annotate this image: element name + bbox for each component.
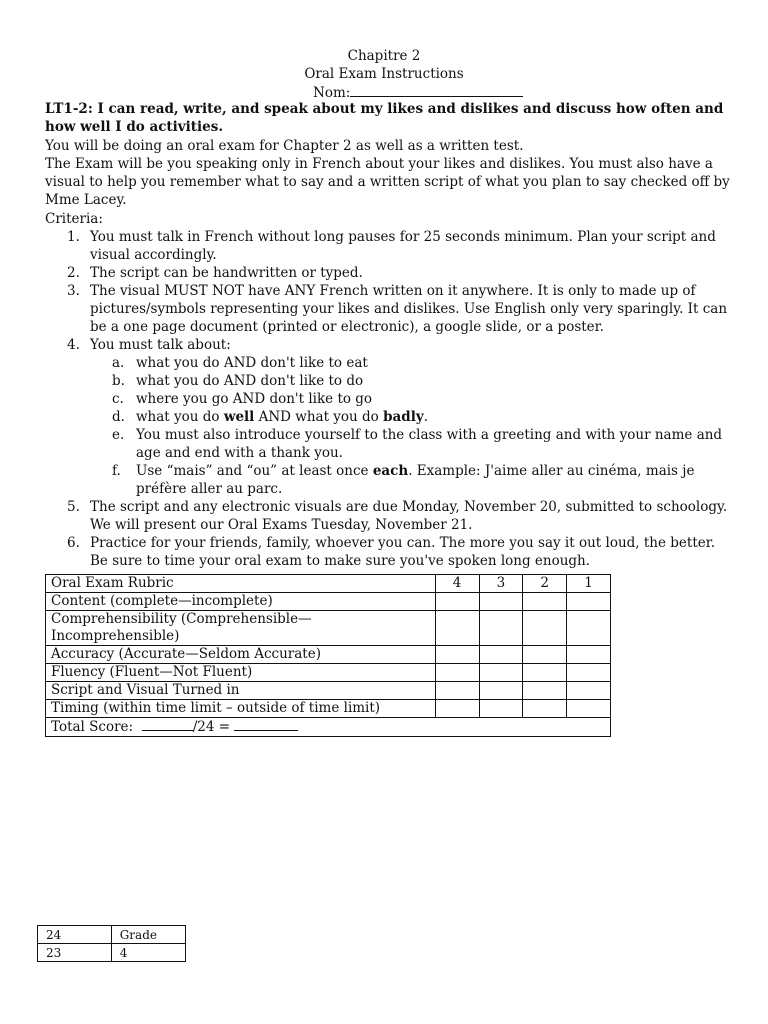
score-cell[interactable] bbox=[479, 593, 523, 611]
sub-item-letter: e. bbox=[112, 427, 125, 443]
sub-item-text: You must also introduce yourself to the class with a greeting and with your name and age and end with a thank you. bbox=[136, 427, 723, 461]
criteria-text: You must talk about: bbox=[90, 337, 231, 353]
sub-item-text-part: . Example: J'aime aller au cinéma, mais je préfère aller au parc. bbox=[136, 463, 695, 497]
score-cell[interactable] bbox=[567, 664, 611, 682]
sub-item bbox=[90, 462, 735, 498]
criteria-number: 1. bbox=[67, 229, 80, 245]
criteria-number: 3. bbox=[67, 283, 80, 299]
score-header-1: 1 bbox=[567, 575, 611, 593]
criteria-item bbox=[45, 282, 735, 336]
score-cell[interactable] bbox=[523, 700, 567, 718]
total-score-row bbox=[46, 718, 611, 737]
sub-item bbox=[90, 408, 735, 426]
score-cell[interactable] bbox=[567, 682, 611, 700]
score-cell[interactable] bbox=[567, 646, 611, 664]
sub-item bbox=[90, 390, 735, 408]
rubric-header-row bbox=[46, 575, 611, 593]
sub-item-text: what you do AND don't like to eat bbox=[136, 355, 368, 371]
score-cell[interactable] bbox=[567, 593, 611, 611]
score-cell[interactable] bbox=[479, 682, 523, 700]
criteria-item bbox=[45, 498, 735, 534]
criteria-item bbox=[45, 264, 735, 282]
rubric-criterion: Timing (within time limit – outside of time limit) bbox=[46, 700, 436, 718]
total-score-label: Total Score: bbox=[51, 719, 134, 735]
score-cell[interactable] bbox=[567, 611, 611, 646]
score-header-3: 3 bbox=[479, 575, 523, 593]
criteria-number: 2. bbox=[67, 265, 80, 281]
name-blank[interactable] bbox=[350, 83, 523, 97]
rubric-criterion: Content (complete—incomplete) bbox=[46, 593, 436, 611]
score-cell[interactable] bbox=[435, 682, 479, 700]
total-score-blank[interactable] bbox=[142, 718, 193, 731]
criteria-number: 6. bbox=[67, 535, 80, 551]
total-score-cell bbox=[46, 718, 611, 737]
score-cell[interactable] bbox=[435, 646, 479, 664]
score-cell[interactable] bbox=[479, 700, 523, 718]
rubric-table bbox=[45, 574, 611, 737]
sub-item-letter: f. bbox=[112, 463, 121, 479]
learning-target: LT1-2: I can read, write, and speak about my likes and dislikes and discuss how often and how well I do activities. bbox=[45, 101, 724, 135]
grade-cell: 4 bbox=[111, 944, 185, 962]
intro-paragraph-1: You will be doing an oral exam for Chapter 2 as well as a written test. bbox=[45, 138, 524, 154]
emphasis-each: each bbox=[372, 463, 409, 479]
criteria-text: Practice for your friends, family, whoever you can. The more you say it out loud, the better. Be sure to time your oral exam to make sure you've spoken long enough. bbox=[90, 535, 715, 569]
sub-item bbox=[90, 426, 735, 462]
sub-item bbox=[90, 372, 735, 390]
criteria-item bbox=[45, 534, 735, 570]
criteria-text: The script can be handwritten or typed. bbox=[90, 265, 363, 281]
criteria-item bbox=[45, 336, 735, 498]
rubric-row bbox=[46, 664, 611, 682]
score-cell[interactable] bbox=[435, 664, 479, 682]
sub-item-text-part: Use “mais” and “ou” at least once bbox=[136, 463, 373, 479]
document-subtitle: Oral Exam Instructions bbox=[304, 66, 464, 82]
score-cell[interactable] bbox=[523, 664, 567, 682]
score-cell[interactable] bbox=[435, 593, 479, 611]
score-cell[interactable] bbox=[567, 700, 611, 718]
criteria-label: Criteria: bbox=[45, 211, 103, 227]
sub-item-letter: d. bbox=[112, 409, 125, 425]
sub-item-text bbox=[136, 463, 694, 497]
rubric-row bbox=[46, 646, 611, 664]
score-cell[interactable] bbox=[435, 611, 479, 646]
rubric-row bbox=[46, 682, 611, 700]
grade-blank[interactable] bbox=[234, 718, 298, 731]
criteria-text: You must talk in French without long pauses for 25 seconds minimum. Plan your script and visual accordingly. bbox=[90, 229, 716, 263]
rubric-criterion: Accuracy (Accurate—Seldom Accurate) bbox=[46, 646, 436, 664]
rubric-criterion: Comprehensibility (Comprehensible—Incomprehensible) bbox=[46, 611, 436, 646]
score-cell[interactable] bbox=[523, 646, 567, 664]
sub-item-text-part: . bbox=[423, 409, 428, 425]
rubric-criterion: Fluency (Fluent—Not Fluent) bbox=[46, 664, 436, 682]
criteria-text: The visual MUST NOT have ANY French written on it anywhere. It is only to made up of pictures/symbols representing your likes and dislikes. Use English only very sparingly. It can be a one page document (printed or electronic), a google slide, or a poster. bbox=[90, 283, 728, 335]
score-header-4: 4 bbox=[435, 575, 479, 593]
sub-item-text-part: AND what you do bbox=[254, 409, 384, 425]
chapter-title: Chapitre 2 bbox=[347, 48, 421, 64]
criteria-item bbox=[45, 228, 735, 264]
score-cell[interactable] bbox=[435, 700, 479, 718]
sub-item-text bbox=[136, 409, 428, 425]
sub-item-letter: b. bbox=[112, 373, 125, 389]
rubric-row bbox=[46, 700, 611, 718]
criteria-text: The script and any electronic visuals are due Monday, November 20, submitted to schoology. We will present our Oral Exams Tuesday, November 21. bbox=[90, 499, 728, 533]
sub-item-text-part: what you do bbox=[136, 409, 224, 425]
talk-about-list bbox=[90, 354, 735, 498]
criteria-number: 5. bbox=[67, 499, 80, 515]
score-cell[interactable] bbox=[523, 682, 567, 700]
sub-item-text: what you do AND don't like to do bbox=[136, 373, 364, 389]
sub-item bbox=[90, 354, 735, 372]
grade-cell: 24 bbox=[38, 926, 112, 944]
sub-item-letter: a. bbox=[112, 355, 125, 371]
name-label: Nom: bbox=[313, 85, 351, 101]
grade-cell: 23 bbox=[38, 944, 112, 962]
rubric-title: Oral Exam Rubric bbox=[46, 575, 436, 593]
rubric-row bbox=[46, 593, 611, 611]
grade-row bbox=[38, 944, 186, 962]
score-cell[interactable] bbox=[479, 611, 523, 646]
rubric-row bbox=[46, 611, 611, 646]
grade-row bbox=[38, 926, 186, 944]
score-cell[interactable] bbox=[479, 646, 523, 664]
sub-item-letter: c. bbox=[112, 391, 124, 407]
score-header-2: 2 bbox=[523, 575, 567, 593]
criteria-list bbox=[45, 228, 735, 570]
score-cell[interactable] bbox=[479, 664, 523, 682]
total-score-fraction: /24 = bbox=[192, 719, 231, 735]
grade-cell: Grade bbox=[111, 926, 185, 944]
sub-item-text: where you go AND don't like to go bbox=[136, 391, 373, 407]
intro-paragraph-2: The Exam will be you speaking only in French about your likes and dislikes. You must also have a visual to help you remember what to say and a written script of what you plan to say checked off by Mme Lacey. bbox=[45, 156, 730, 208]
criteria-number: 4. bbox=[67, 337, 80, 353]
rubric-criterion: Script and Visual Turned in bbox=[46, 682, 436, 700]
score-cell[interactable] bbox=[523, 593, 567, 611]
score-cell[interactable] bbox=[523, 611, 567, 646]
grade-conversion-table bbox=[37, 925, 186, 962]
emphasis-well: well bbox=[223, 409, 255, 425]
emphasis-badly: badly bbox=[383, 409, 424, 425]
